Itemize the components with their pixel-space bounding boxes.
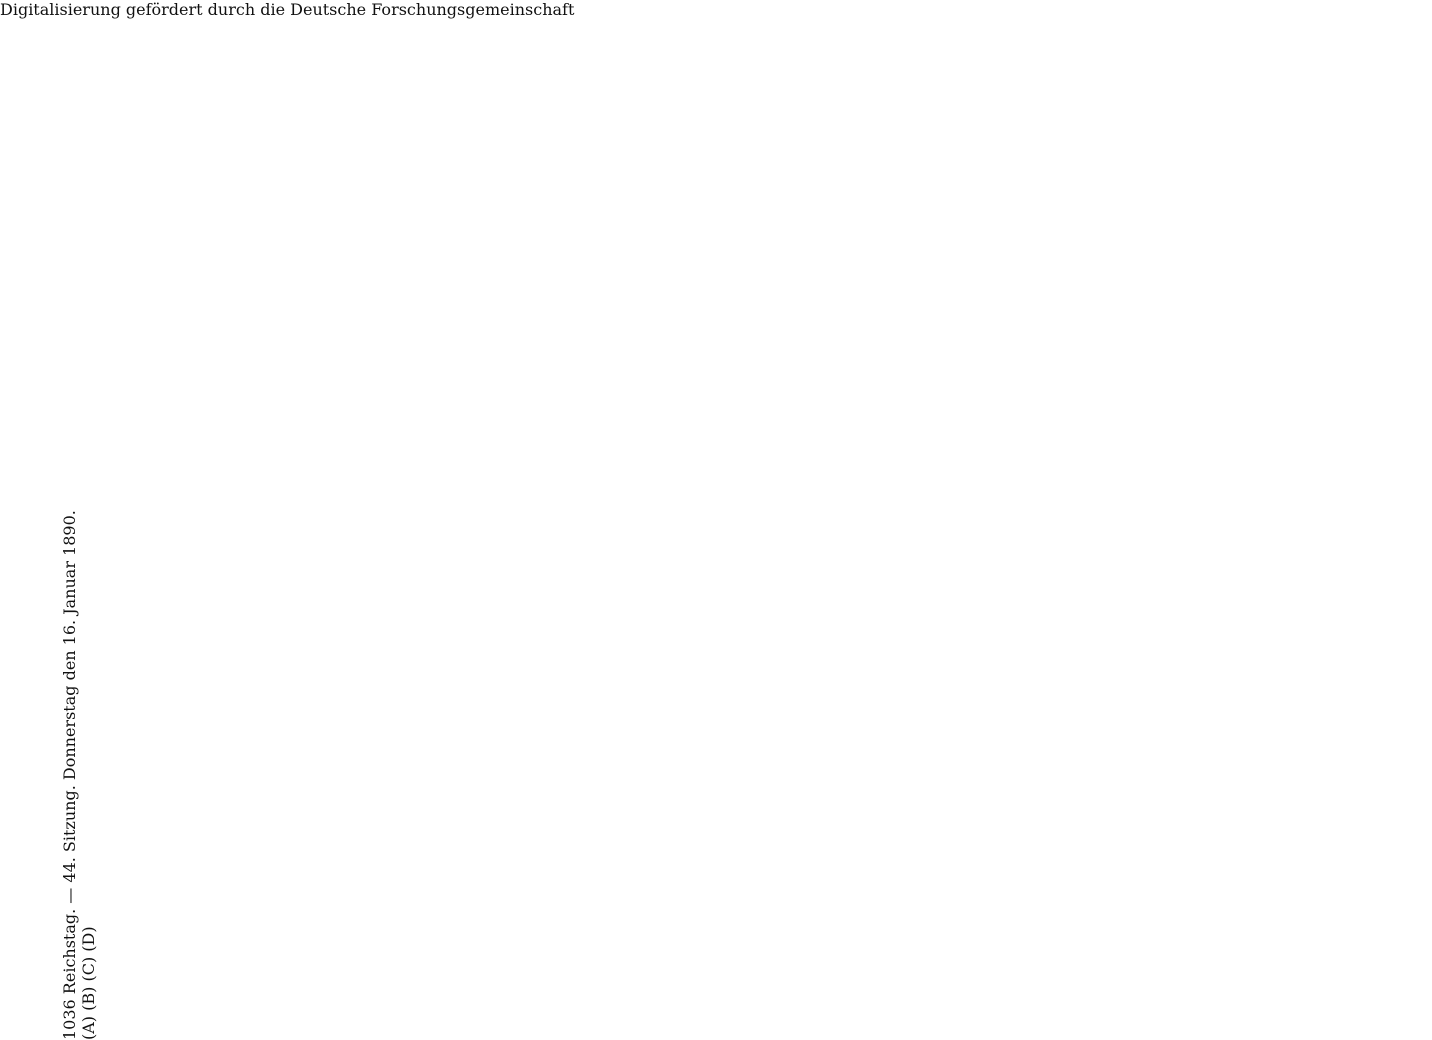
page-number: 1036 [60, 999, 79, 1040]
column-marker-a: (A) [79, 1015, 98, 1040]
side-credit: Digitalisierung gefördert durch die Deutsche Forschungsgemeinschaft [0, 0, 575, 19]
header-center: Reichstag. — 44. Sitzung. [60, 785, 79, 995]
column-marker-d: (D) [79, 926, 98, 952]
column-marker-c: (C) [79, 956, 98, 982]
header-date: Donnerstag den 16. Januar 1890. [60, 510, 79, 781]
running-header [60, 40, 79, 1040]
column-marker-b: (B) [79, 986, 98, 1011]
page [60, 40, 1432, 1040]
